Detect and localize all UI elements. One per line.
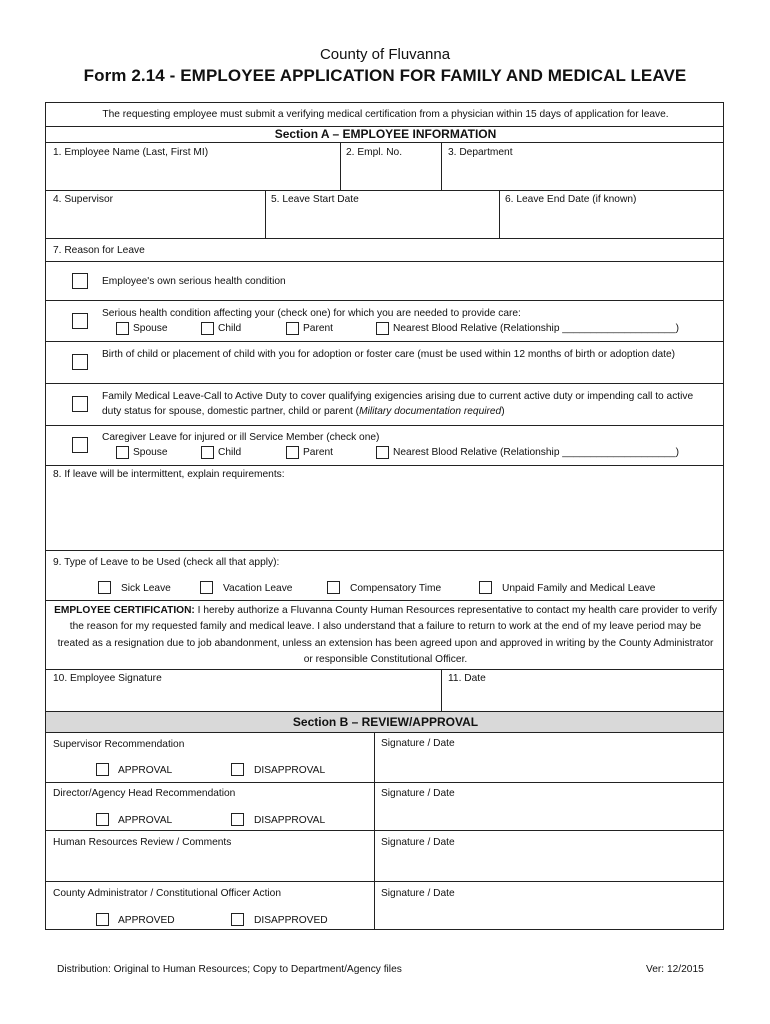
distribution-note: Distribution: Original to Human Resources; Copy to Department/Agency files bbox=[57, 964, 402, 975]
supervisor-disapproval-label: DISAPPROVAL bbox=[254, 765, 326, 776]
certification-heading: EMPLOYEE CERTIFICATION: bbox=[54, 605, 195, 616]
military-doc-note: Military documentation required bbox=[359, 406, 502, 417]
employee-certification bbox=[54, 603, 717, 668]
spouse-label: Spouse bbox=[133, 323, 168, 334]
divider bbox=[46, 465, 723, 466]
parent-checkbox[interactable] bbox=[286, 322, 299, 335]
nearest-relative-label: Nearest Blood Relative (Relationship ____________________) bbox=[393, 323, 680, 334]
department-field[interactable] bbox=[442, 143, 723, 189]
caregiver-spouse-label: Spouse bbox=[133, 447, 168, 458]
hr-sig-label: Signature / Date bbox=[381, 837, 455, 848]
empl-no-label: 2. Empl. No. bbox=[346, 147, 403, 158]
supervisor-sig-label: Signature / Date bbox=[381, 738, 455, 749]
supervisor-signature-field[interactable] bbox=[375, 751, 723, 781]
caregiver-child-label: Child bbox=[218, 447, 242, 458]
unpaid-leave-checkbox[interactable] bbox=[479, 581, 492, 594]
comp-time-label: Compensatory Time bbox=[350, 583, 442, 594]
reason-label: 7. Reason for Leave bbox=[53, 245, 145, 256]
own-condition-checkbox[interactable] bbox=[72, 273, 88, 289]
divider bbox=[46, 238, 723, 239]
leave-type-label: 9. Type of Leave to be Used (check all that apply): bbox=[53, 557, 280, 568]
supervisor-approval-label: APPROVAL bbox=[118, 765, 173, 776]
spouse-checkbox[interactable] bbox=[116, 322, 129, 335]
director-disapproval-checkbox[interactable] bbox=[231, 813, 244, 826]
caregiver-checkbox[interactable] bbox=[72, 437, 88, 453]
military-exigency-label bbox=[102, 389, 712, 419]
divider bbox=[46, 425, 723, 426]
certification-text: I hereby authorize a Fluvanna County Human Resources representative to contact my health care provider to verify the reason for my requested family and medical leave. I also understand that a failure to return to work at the end of my leave period may be treated as a resignation due to job abandonment, unless an extension has been agreed upon and approved in writing by the County Administrator or responsible Constitutional Officer. bbox=[57, 605, 717, 665]
hr-review-label: Human Resources Review / Comments bbox=[53, 837, 232, 848]
military-exigency-checkbox[interactable] bbox=[72, 396, 88, 412]
county-admin-signature-field[interactable] bbox=[375, 901, 723, 929]
divider bbox=[46, 732, 723, 733]
leave-end-label: 6. Leave End Date (if known) bbox=[505, 194, 637, 205]
caregiver-nearest-label: Nearest Blood Relative (Relationship ____________________) bbox=[393, 447, 680, 458]
intro-text: The requesting employee must submit a verifying medical certification from a physician within 15 days of application for leave. bbox=[102, 109, 669, 120]
county-name: County of Fluvanna bbox=[319, 46, 451, 63]
caregiver-parent-label: Parent bbox=[303, 447, 334, 458]
leave-start-field[interactable] bbox=[266, 191, 498, 237]
supervisor-disapproval-checkbox[interactable] bbox=[231, 763, 244, 776]
county-approved-checkbox[interactable] bbox=[96, 913, 109, 926]
section-b-title: Section B – REVIEW/APPROVAL bbox=[292, 715, 479, 729]
family-condition-label: Serious health condition affecting your (check one) for which you are needed to provide care: bbox=[102, 308, 521, 319]
date-label: 11. Date bbox=[448, 673, 486, 684]
employee-signature-label: 10. Employee Signature bbox=[53, 673, 162, 684]
parent-label: Parent bbox=[303, 323, 334, 334]
divider bbox=[46, 261, 723, 262]
comp-time-checkbox[interactable] bbox=[327, 581, 340, 594]
employee-name-label: 1. Employee Name (Last, First MI) bbox=[53, 147, 209, 158]
divider bbox=[46, 782, 723, 783]
employee-signature-field[interactable] bbox=[46, 670, 440, 710]
child-checkbox[interactable] bbox=[201, 322, 214, 335]
vacation-leave-label: Vacation Leave bbox=[223, 583, 293, 594]
hr-signature-field[interactable] bbox=[375, 851, 723, 880]
director-approval-label: APPROVAL bbox=[118, 815, 173, 826]
sick-leave-checkbox[interactable] bbox=[98, 581, 111, 594]
empl-no-field[interactable] bbox=[341, 143, 440, 189]
birth-adoption-checkbox[interactable] bbox=[72, 354, 88, 370]
director-disapproval-label: DISAPPROVAL bbox=[254, 815, 326, 826]
hr-comments-field[interactable] bbox=[46, 851, 373, 880]
leave-start-label: 5. Leave Start Date bbox=[271, 194, 359, 205]
leave-application-form bbox=[45, 102, 724, 930]
divider bbox=[46, 341, 723, 342]
version-label: Ver: 12/2015 bbox=[646, 964, 704, 975]
director-approval-checkbox[interactable] bbox=[96, 813, 109, 826]
divider bbox=[46, 881, 723, 882]
divider bbox=[46, 600, 723, 601]
intermittent-label: 8. If leave will be intermittent, explain requirements: bbox=[53, 469, 285, 480]
divider bbox=[46, 550, 723, 551]
employee-name-field[interactable] bbox=[46, 143, 339, 189]
caregiver-label: Caregiver Leave for injured or ill Service Member (check one) bbox=[102, 432, 380, 443]
leave-end-field[interactable] bbox=[500, 191, 723, 237]
child-label: Child bbox=[218, 323, 242, 334]
director-rec-label: Director/Agency Head Recommendation bbox=[53, 788, 236, 799]
birth-adoption-label: Birth of child or placement of child with you for adoption or foster care (must be used within 12 months of birth or adoption date) bbox=[102, 349, 676, 360]
nearest-relative-checkbox[interactable] bbox=[376, 322, 389, 335]
military-close-paren: ) bbox=[501, 406, 505, 417]
divider bbox=[46, 830, 723, 831]
caregiver-nearest-checkbox[interactable] bbox=[376, 446, 389, 459]
county-admin-label: County Administrator / Constitutional Officer Action bbox=[53, 888, 282, 899]
family-condition-checkbox[interactable] bbox=[72, 313, 88, 329]
department-label: 3. Department bbox=[448, 147, 513, 158]
county-disapproved-label: DISAPPROVED bbox=[254, 915, 328, 926]
military-exigency-text: Family Medical Leave-Call to Active Duty to cover qualifying exigencies arising due to current active duty or impending call to active duty status for spouse, domestic partner, child or parent ( bbox=[102, 391, 694, 417]
caregiver-parent-checkbox[interactable] bbox=[286, 446, 299, 459]
supervisor-rec-label: Supervisor Recommendation bbox=[53, 739, 185, 750]
intermittent-field[interactable] bbox=[46, 483, 723, 549]
divider bbox=[46, 383, 723, 384]
supervisor-field[interactable] bbox=[46, 191, 264, 237]
county-admin-sig-label: Signature / Date bbox=[381, 888, 455, 899]
form-title: Form 2.14 - EMPLOYEE APPLICATION FOR FAMILY AND MEDICAL LEAVE bbox=[83, 66, 687, 85]
county-disapproved-checkbox[interactable] bbox=[231, 913, 244, 926]
unpaid-leave-label: Unpaid Family and Medical Leave bbox=[502, 583, 656, 594]
date-field[interactable] bbox=[442, 670, 723, 710]
supervisor-approval-checkbox[interactable] bbox=[96, 763, 109, 776]
vacation-leave-checkbox[interactable] bbox=[200, 581, 213, 594]
divider bbox=[46, 300, 723, 301]
caregiver-child-checkbox[interactable] bbox=[201, 446, 214, 459]
supervisor-label: 4. Supervisor bbox=[53, 194, 114, 205]
county-approved-label: APPROVED bbox=[118, 915, 175, 926]
caregiver-spouse-checkbox[interactable] bbox=[116, 446, 129, 459]
director-signature-field[interactable] bbox=[375, 801, 723, 829]
director-sig-label: Signature / Date bbox=[381, 788, 455, 799]
sick-leave-label: Sick Leave bbox=[121, 583, 171, 594]
section-a-title: Section A – EMPLOYEE INFORMATION bbox=[274, 127, 497, 141]
own-condition-label: Employee's own serious health condition bbox=[102, 276, 286, 287]
